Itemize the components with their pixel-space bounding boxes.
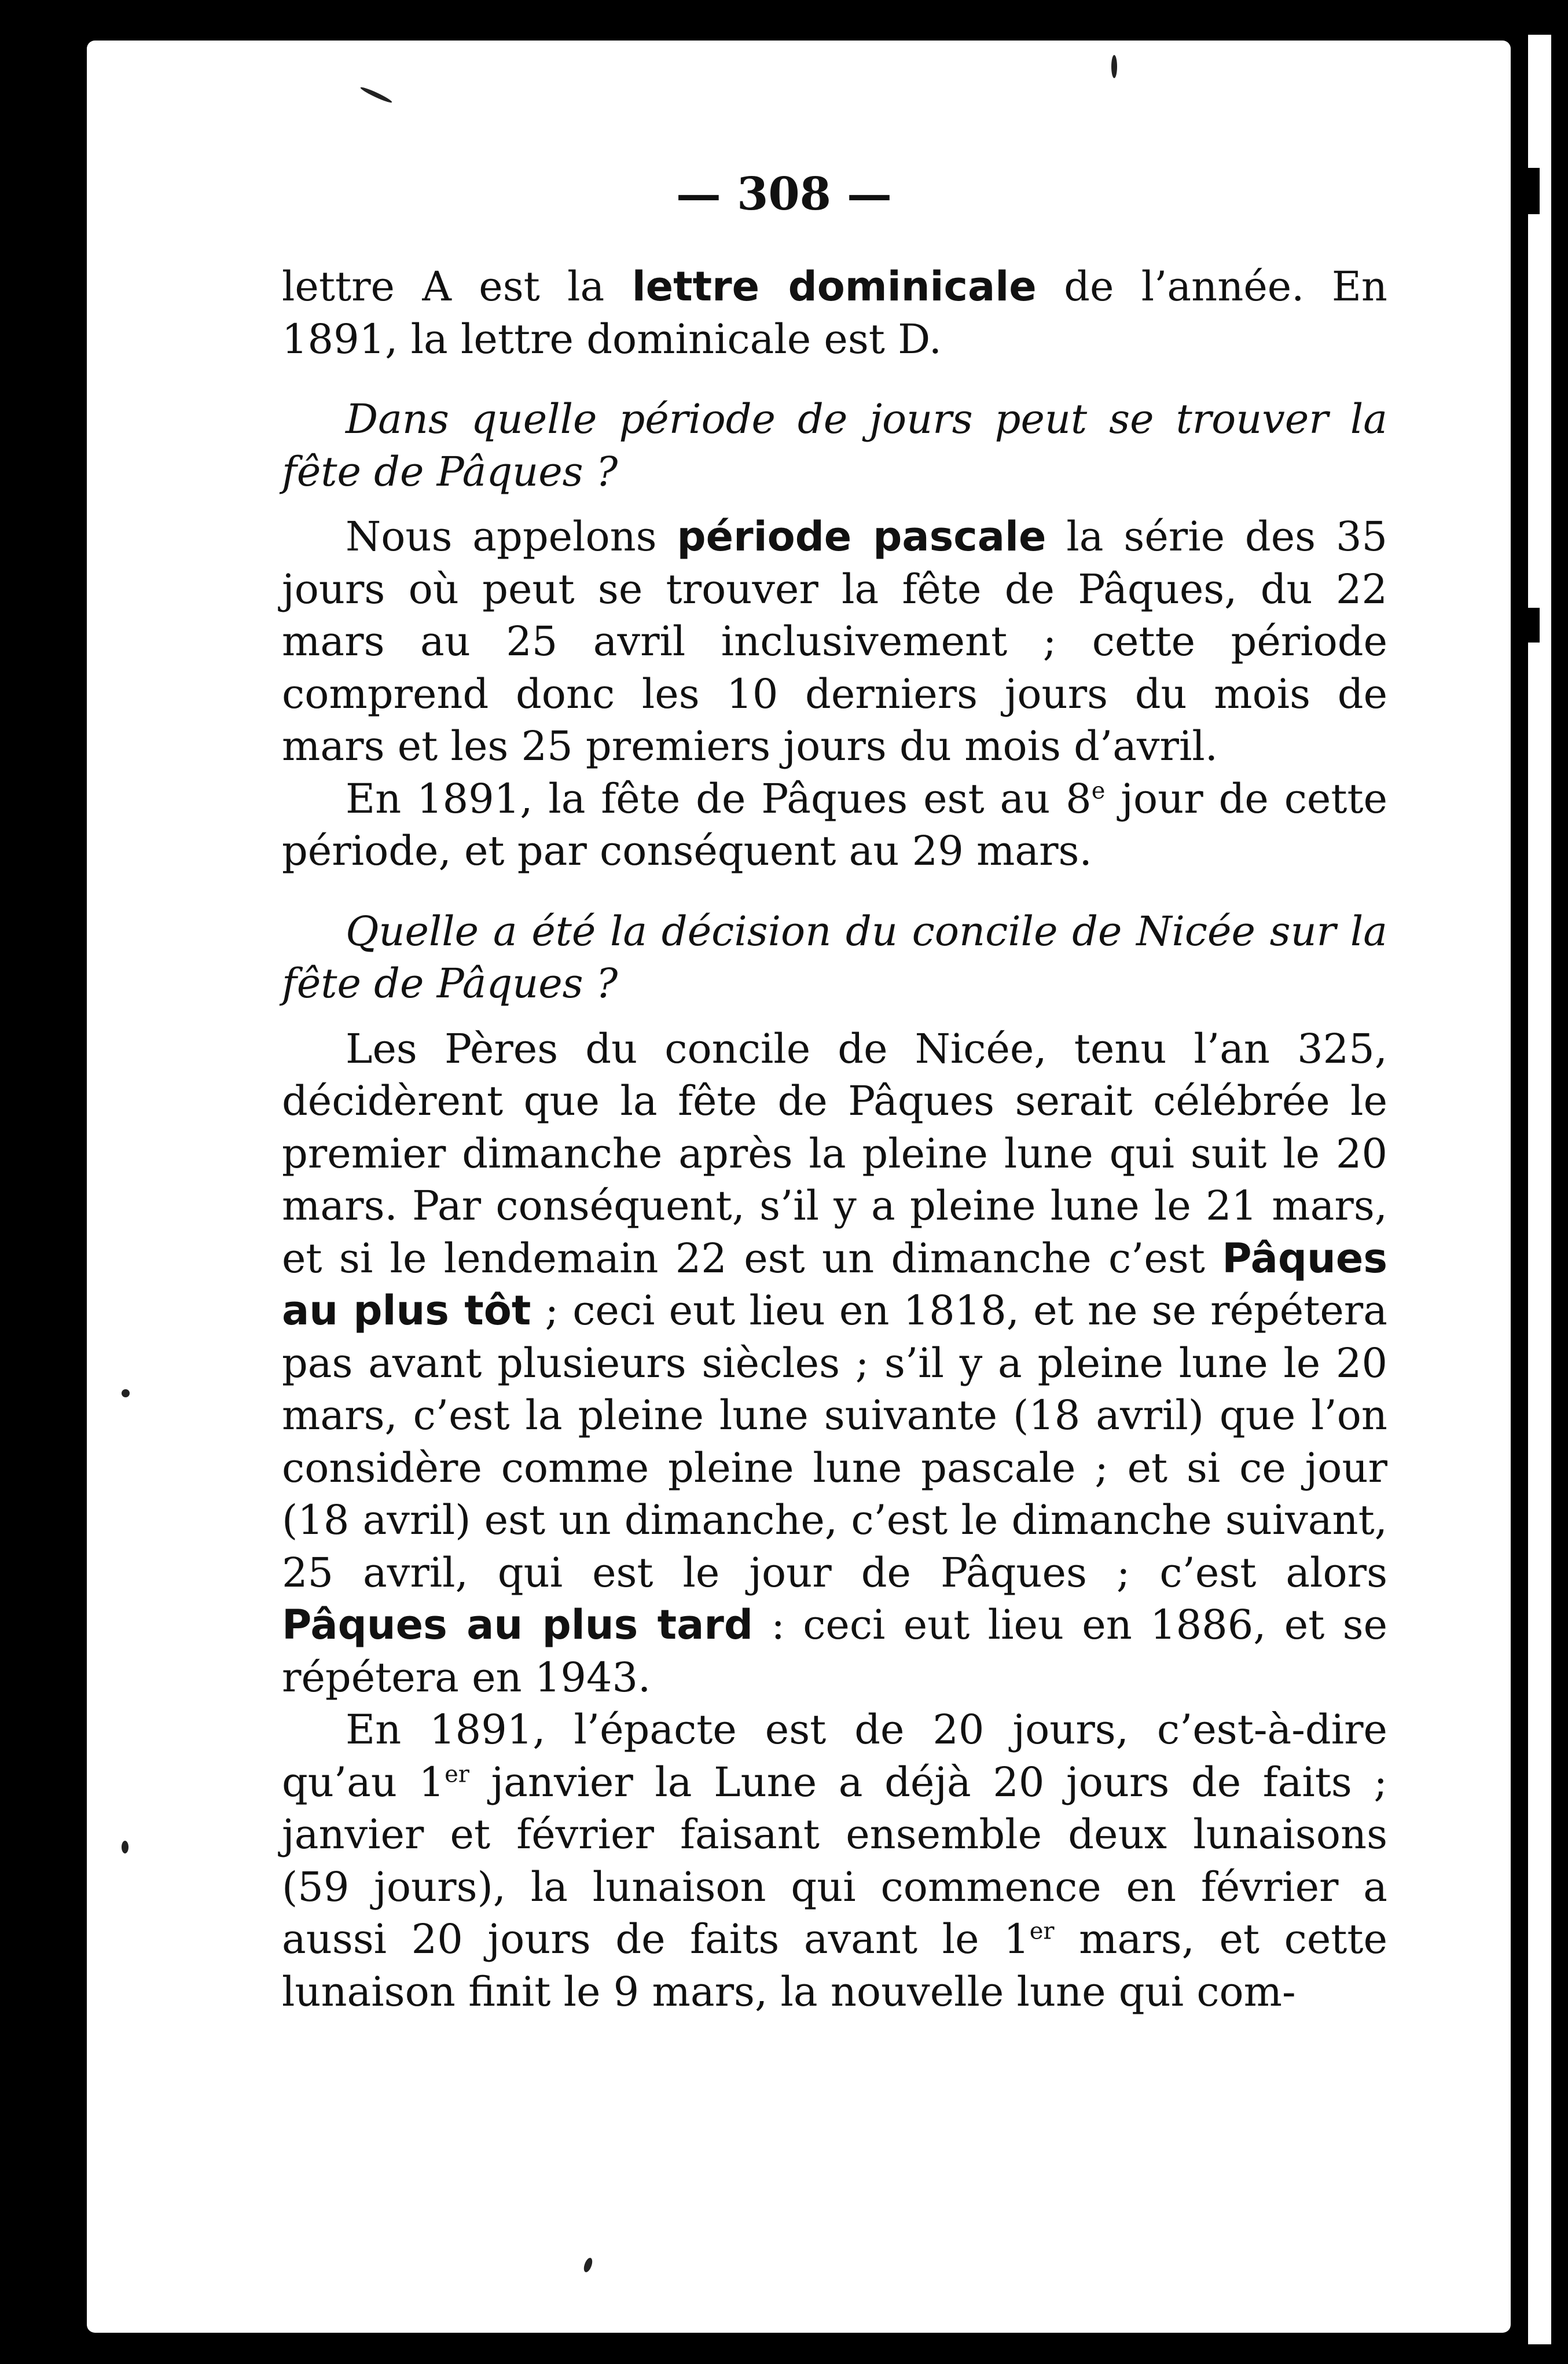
- paragraph: [282, 1023, 1387, 1704]
- superscript: er: [1029, 1918, 1055, 1945]
- paragraph-text: Nous appelons: [346, 513, 677, 560]
- question-heading: Dans quelle période de jours peut se trouver la fête de Pâques ?: [282, 395, 1387, 495]
- page-number: — 308 —: [675, 168, 893, 221]
- paragraph-text: janvier la Lune a déjà 20 jours de faits ; janvier et février faisant ensemble deux lunaisons (59 jours), la lunaison qui commence en février a aussi 20 jours de faits avant le 1: [282, 1758, 1388, 1963]
- bold-term: Pâques au plus tard: [282, 1601, 754, 1649]
- page-edge-mark: [1528, 608, 1540, 643]
- paragraph: [282, 260, 1387, 365]
- paragraph-text: En 1891, l’épacte est de 20 jours, c’est-à-dire qu’au 1: [282, 1706, 1387, 1806]
- paragraph-text: En 1891, la fête de Pâques est au 8: [346, 774, 1092, 823]
- paragraph-text: : ceci eut lieu en 1886, et se répétera en 1943.: [282, 1601, 1387, 1701]
- paragraph: [282, 511, 1387, 773]
- paragraph-text: lettre A est la: [282, 263, 632, 310]
- paragraph: [282, 773, 1387, 878]
- paragraph-text: de l’année. En 1891, la lettre dominicale est D.: [282, 263, 1388, 363]
- next-page-edge: [1528, 35, 1551, 2344]
- question-heading: Quelle a été la décision du concile de Nicée sur la fête de Pâques ?: [282, 907, 1387, 1007]
- page-text: [282, 260, 1387, 2018]
- scan-speck: [122, 1841, 128, 1853]
- superscript: er: [445, 1761, 469, 1788]
- paragraph-text: ; ceci eut lieu en 1818, et ne se répétera pas avant plusieurs siècles ; s’il y a pleine lune le 20 mars, c’est la pleine lune suivante (18 avril) que l’on considère comme pleine lune pascale ; et si ce jour (18 avril) est un dimanche, c’est le dimanche suivant, 25 avril, qui est le jour de Pâques ; c’est alors: [282, 1287, 1387, 1596]
- paragraph-text: mars, et cette lunaison finit le 9 mars, la nouvelle lune qui com-: [282, 1915, 1387, 2016]
- paragraph-text: jour de cette période, et par conséquent au 29 mars.: [282, 774, 1388, 875]
- bold-term: période pascale: [677, 513, 1046, 560]
- paragraph: [282, 1704, 1387, 2018]
- paragraph-text: la série des 35 jours où peut se trouver la fête de Pâques, du 22 mars au 25 avril inclusivement ; cette période comprend donc les 10 derniers jours du mois de mars et les 25 premiers jours du mois d’avril.: [282, 513, 1388, 770]
- bold-term: Pâques au plus tôt: [282, 1234, 1387, 1334]
- superscript: e: [1091, 777, 1106, 805]
- paragraph-text: Les Pères du concile de Nicée, tenu l’an 325, décidèrent que la fête de Pâques serait célébrée le premier dimanche après la pleine lune qui suit le 20 mars. Par conséquent, s’il y a pleine lune le 21 mars, et si le lendemain 22 est un dimanche c’est: [282, 1025, 1387, 1282]
- scan-speck: [122, 1389, 130, 1397]
- bold-term: lettre dominicale: [631, 263, 1037, 310]
- scan-speck: [1111, 55, 1117, 78]
